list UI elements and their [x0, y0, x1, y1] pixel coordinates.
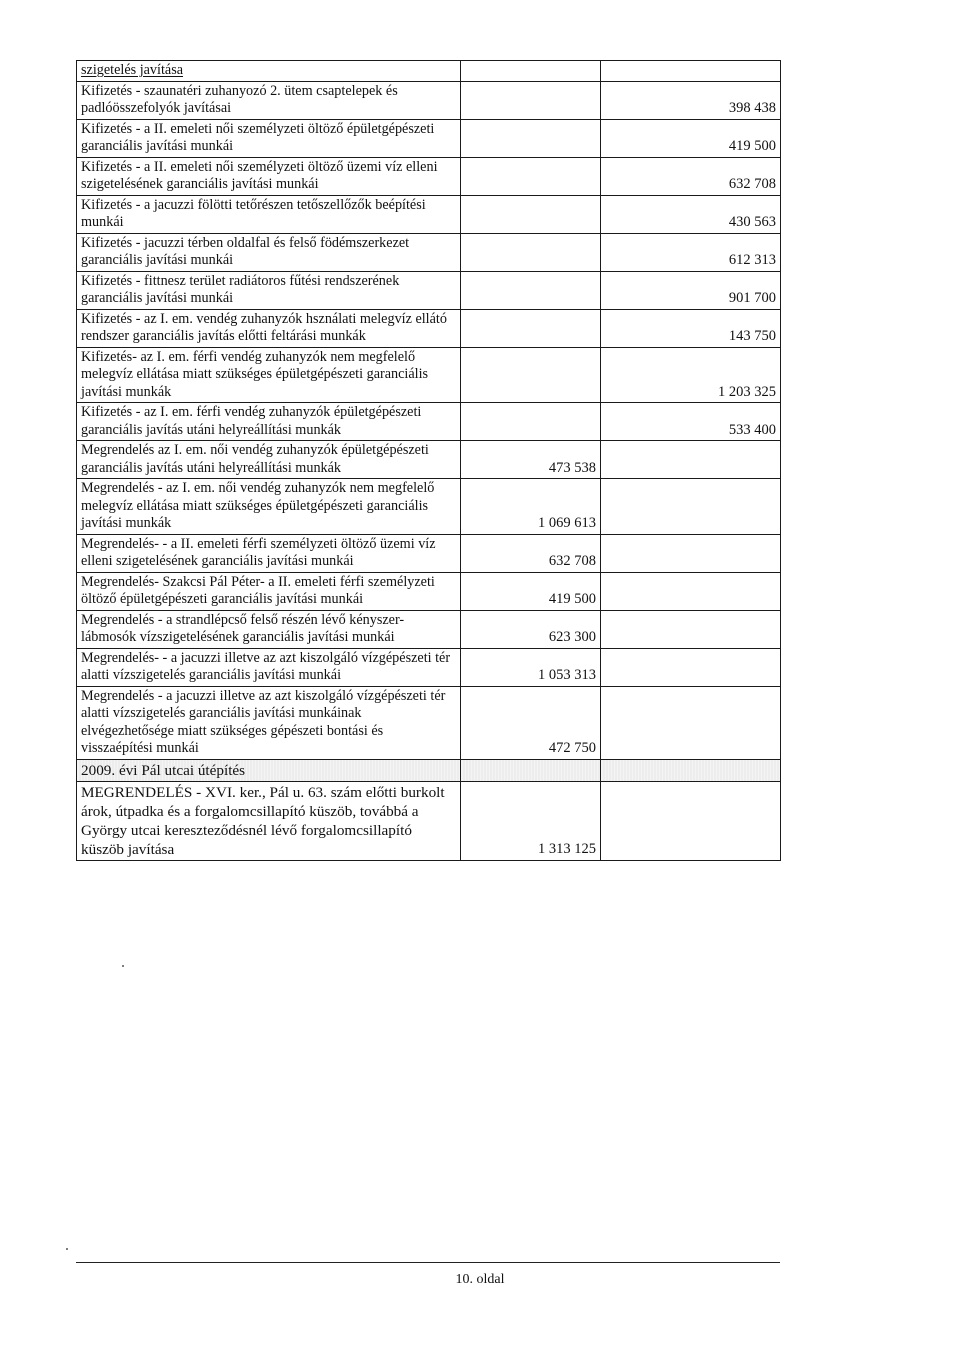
row-amount-col3: 632 708 [601, 157, 781, 195]
row-amount-col2 [461, 61, 601, 82]
row-amount-col2 [461, 403, 601, 441]
row-description: Kifizetés - a II. emeleti női személyzeti öltöző épületgépészeti garanciális javítási munkái [77, 119, 461, 157]
row-amount-col2 [461, 195, 601, 233]
row-description: Megrendelés - a strandlépcső felső részén lévő kényszer-lábmosók vízszigetelésének garanciális javítási munkái [77, 610, 461, 648]
row-amount-col3: 901 700 [601, 271, 781, 309]
row-amount-col3: 430 563 [601, 195, 781, 233]
row-amount-col3 [601, 572, 781, 610]
table-row [77, 81, 781, 119]
row-amount-col3: 143 750 [601, 309, 781, 347]
row-description: Kifizetés - a II. emeleti női személyzeti öltöző üzemi víz elleni szigetelésének garanciális javítási munkái [77, 157, 461, 195]
row-amount-col3 [601, 61, 781, 82]
table-row [77, 195, 781, 233]
row-amount-col2 [461, 233, 601, 271]
table-row [77, 572, 781, 610]
table-row [77, 479, 781, 535]
table-row [77, 61, 781, 82]
row-amount-col3: 1 203 325 [601, 347, 781, 403]
row-amount-col2 [461, 271, 601, 309]
row-amount-col3: 612 313 [601, 233, 781, 271]
row-amount-col3 [601, 479, 781, 535]
row-description: Kifizetés - fittnesz terület radiátoros fűtési rendszerének garanciális javítási munkái [77, 271, 461, 309]
table-row [77, 157, 781, 195]
row-amount-col3 [601, 686, 781, 759]
row-amount-col3 [601, 759, 781, 781]
row-amount-col2: 472 750 [461, 686, 601, 759]
row-description: Kifizetés - szaunatéri zuhanyozó 2. ütem csaptelepek és padlóösszefolyók javításai [77, 81, 461, 119]
row-amount-col2 [461, 119, 601, 157]
cost-table [76, 60, 781, 861]
row-amount-col2: 473 538 [461, 441, 601, 479]
row-description: Kifizetés - a jacuzzi fölötti tetőrészen tetőszellőzők beépítési munkái [77, 195, 461, 233]
row-description: Megrendelés az I. em. női vendég zuhanyzók épületgépészeti garanciális javítás utáni helyreállítási munkák [77, 441, 461, 479]
row-description: Megrendelés- - a II. emeleti férfi személyzeti öltöző üzemi víz elleni szigetelésének garanciális javítási munkái [77, 534, 461, 572]
row-amount-col3: 533 400 [601, 403, 781, 441]
row-amount-col3 [601, 610, 781, 648]
row-description: Megrendelés - az I. em. női vendég zuhanyzók nem megfelelő melegvíz ellátása miatt szükséges épületgépészeti garanciális javítási munkák [77, 479, 461, 535]
table-row [77, 119, 781, 157]
row-amount-col3 [601, 534, 781, 572]
table-row [77, 441, 781, 479]
row-amount-col2: 1 053 313 [461, 648, 601, 686]
row-amount-col3: 419 500 [601, 119, 781, 157]
row-amount-col3 [601, 441, 781, 479]
table-row [77, 347, 781, 403]
row-amount-col2 [461, 309, 601, 347]
row-description: Kifizetés - az I. em. vendég zuhanyzók hsználati melegvíz ellátó rendszer garanciális javítás előtti feltárási munkák [77, 309, 461, 347]
scan-speck [66, 1248, 68, 1250]
row-amount-col2 [461, 759, 601, 781]
scan-speck [122, 965, 124, 967]
row-description: Megrendelés- Szakcsi Pál Péter- a II. emeleti férfi személyzeti öltöző épületgépészeti garanciális javítási munkái [77, 572, 461, 610]
table-row [77, 271, 781, 309]
row-amount-col2 [461, 347, 601, 403]
row-description: MEGRENDELÉS - XVI. ker., Pál u. 63. szám előtti burkolt árok, útpadka és a forgalomcsillapító küszöb, továbbá a György utcai kereszteződésnél lévő forgalomcsillapító küszöb javítása [77, 781, 461, 860]
row-amount-col2: 623 300 [461, 610, 601, 648]
row-amount-col2: 419 500 [461, 572, 601, 610]
table-row [77, 610, 781, 648]
footer-rule [76, 1262, 780, 1263]
table-row [77, 534, 781, 572]
table-row [77, 781, 781, 860]
row-amount-col2: 1 313 125 [461, 781, 601, 860]
row-description: Megrendelés - a jacuzzi illetve az azt kiszolgáló vízgépészeti tér alatti vízszigetelés garanciális javítási munkáinak elvégezhetősége miatt szükséges gépészeti bontási és visszaépítési munkái [77, 686, 461, 759]
row-description: Megrendelés- - a jacuzzi illetve az azt kiszolgáló vízgépészeti tér alatti vízszigetelés garanciális javítási munkái [77, 648, 461, 686]
row-description: Kifizetés - az I. em. férfi vendég zuhanyzók épületgépészeti garanciális javítás utáni helyreállítási munkák [77, 403, 461, 441]
section-title: 2009. évi Pál utcai útépítés [77, 759, 461, 781]
table-row [77, 403, 781, 441]
row-amount-col2 [461, 81, 601, 119]
table-row [77, 686, 781, 759]
row-amount-col3 [601, 781, 781, 860]
table-row [77, 309, 781, 347]
table-row [77, 233, 781, 271]
row-amount-col3 [601, 648, 781, 686]
cost-table-body [77, 61, 781, 861]
page-number: 10. oldal [455, 1272, 505, 1287]
table-row [77, 648, 781, 686]
row-amount-col2: 632 708 [461, 534, 601, 572]
row-amount-col2: 1 069 613 [461, 479, 601, 535]
row-amount-col2 [461, 157, 601, 195]
row-description: Kifizetés - jacuzzi térben oldalfal és felső födémszerkezet garanciális javítási munkái [77, 233, 461, 271]
row-description: szigetelés javítása [77, 61, 461, 82]
row-description: Kifizetés- az I. em. férfi vendég zuhanyzók nem megfelelő melegvíz ellátása miatt szükséges épületgépészeti garanciális javítási munkák [77, 347, 461, 403]
table-row-section-header [77, 759, 781, 781]
row-amount-col3: 398 438 [601, 81, 781, 119]
document-table-wrapper [76, 60, 780, 861]
